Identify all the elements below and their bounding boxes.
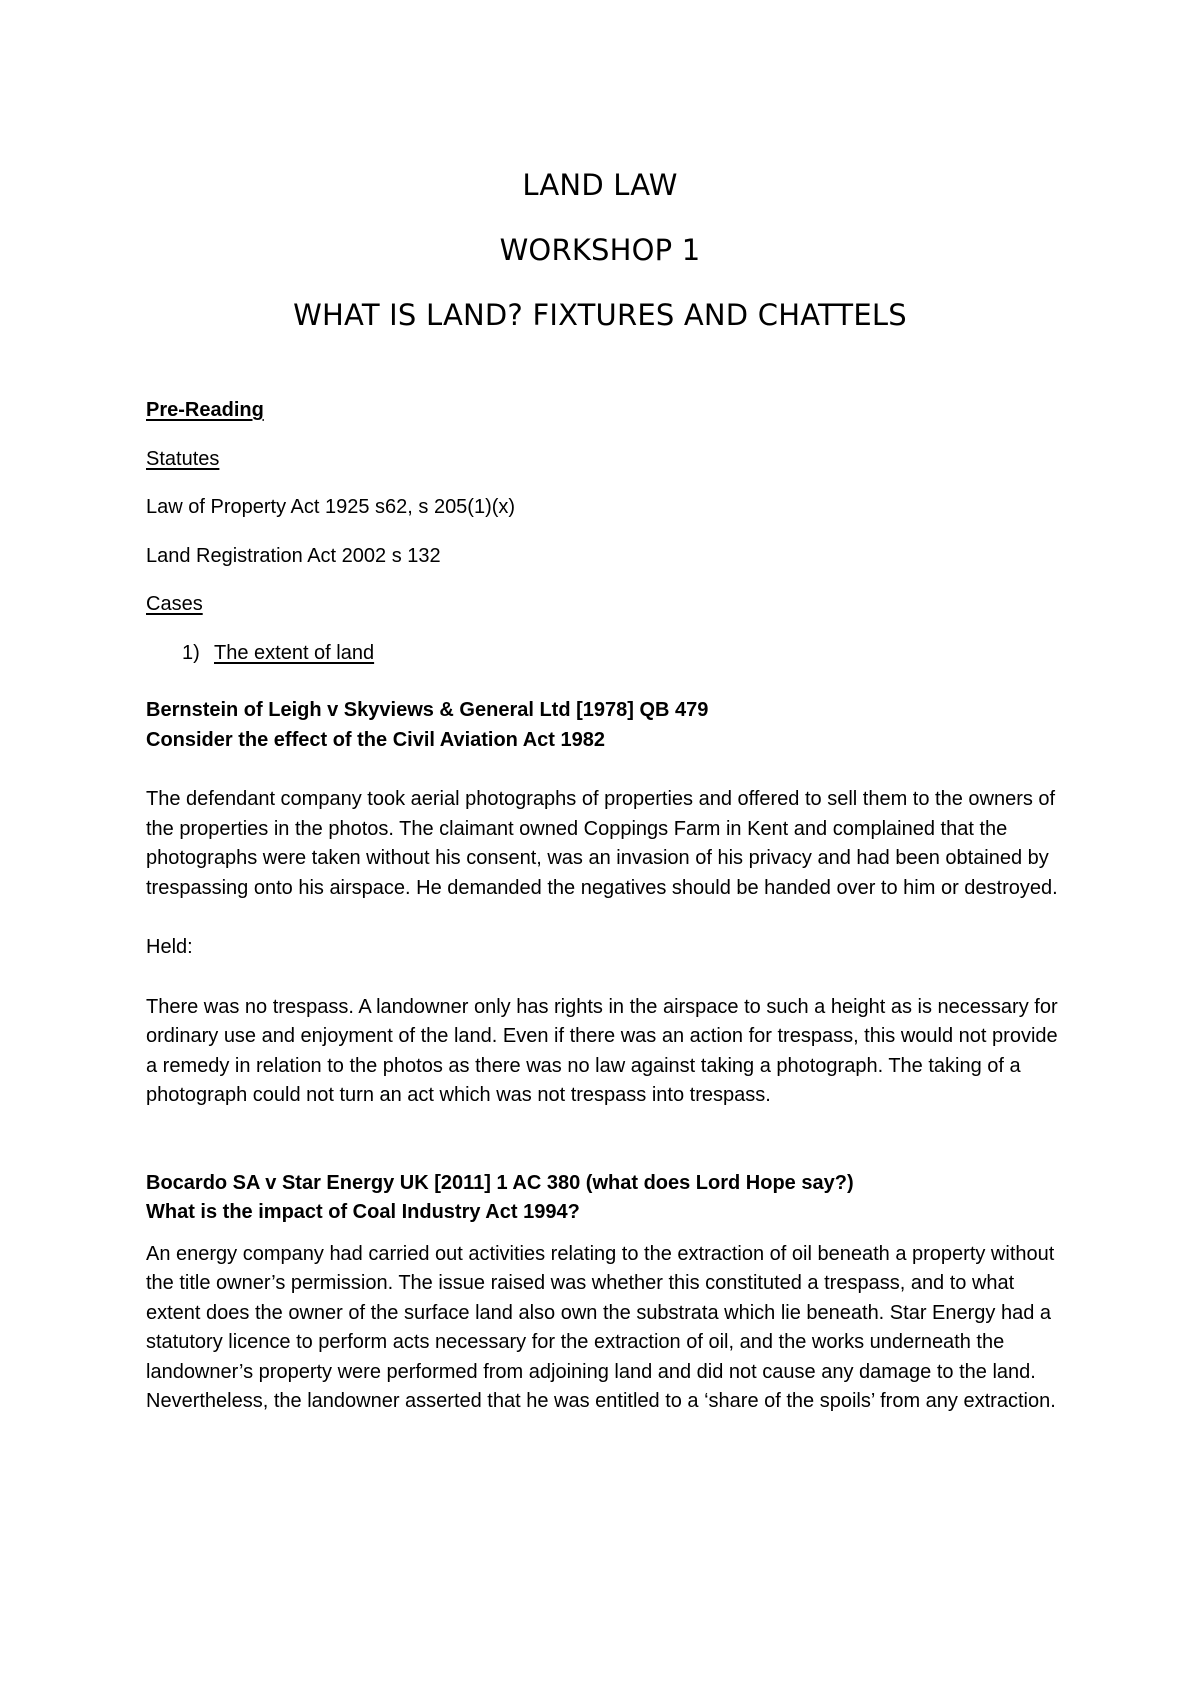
list-item-number: 1): [182, 641, 200, 664]
statute-item: Land Registration Act 2002 s 132: [146, 544, 441, 567]
case-question: Consider the effect of the Civil Aviation Act 1982: [146, 728, 605, 751]
case-bernstein-header: [146, 696, 1066, 755]
case-holding: There was no trespass. A landowner only has rights in the airspace to such a height as is necessary for ordinary use and enjoyment of the land. Even if there was an action for trespass, this would not provide a remedy in relation to the photos as there was no law against taking a photograph. The taking of a photograph could not turn an act which was not trespass into trespass.: [146, 995, 1058, 1106]
statutes-heading: Statutes: [146, 447, 220, 470]
document-subtitle: WHAT IS LAND? FIXTURES AND CHATTELS: [293, 298, 907, 332]
case-title: Bocardo SA v Star Energy UK [2011] 1 AC 380 (what does Lord Hope say?): [146, 1171, 854, 1194]
case-question: What is the impact of Coal Industry Act 1994?: [146, 1201, 580, 1223]
statute-item: Law of Property Act 1925 s62, s 205(1)(x): [146, 496, 516, 518]
case-facts: The defendant company took aerial photographs of properties and offered to sell them to the owners of the properties in the photos. The claimant owned Coppings Farm in Kent and complained that the photographs were taken without his consent, was an invasion of his privacy and had been obtained by trespassing onto his airspace. He demanded the negatives should be handed over to him or destroyed.: [146, 788, 1058, 899]
cases-heading: Cases: [146, 593, 203, 615]
workshop-heading: WORKSHOP 1: [499, 233, 701, 267]
case-bocardo-header: [146, 1169, 1066, 1228]
list-item-extent-of-land: [146, 639, 1066, 669]
document-title: LAND LAW: [522, 168, 678, 202]
held-label: Held:: [146, 936, 193, 958]
section-spacer: [146, 1111, 1066, 1169]
case-title: Bernstein of Leigh v Skyviews & General Ltd [1978] QB 479: [146, 699, 709, 721]
case-facts: An energy company had carried out activities relating to the extraction of oil beneath a property without the title owner’s permission. The issue raised was whether this constituted a trespass, and to what extent does the owner of the surface land also own the substrata which lie beneath. Star Energy had a statutory licence to perform acts necessary for the extraction of oil, and the works underneath the landowner’s property were performed from adjoining land and did not cause any damage to the land. Nevertheless, the landowner asserted that he was entitled to a ‘share of the spoils’ from any extraction.: [146, 1242, 1056, 1412]
list-item-label: The extent of land: [214, 641, 375, 664]
pre-reading-heading: Pre-Reading: [146, 399, 264, 421]
document-body: [146, 396, 1066, 1417]
